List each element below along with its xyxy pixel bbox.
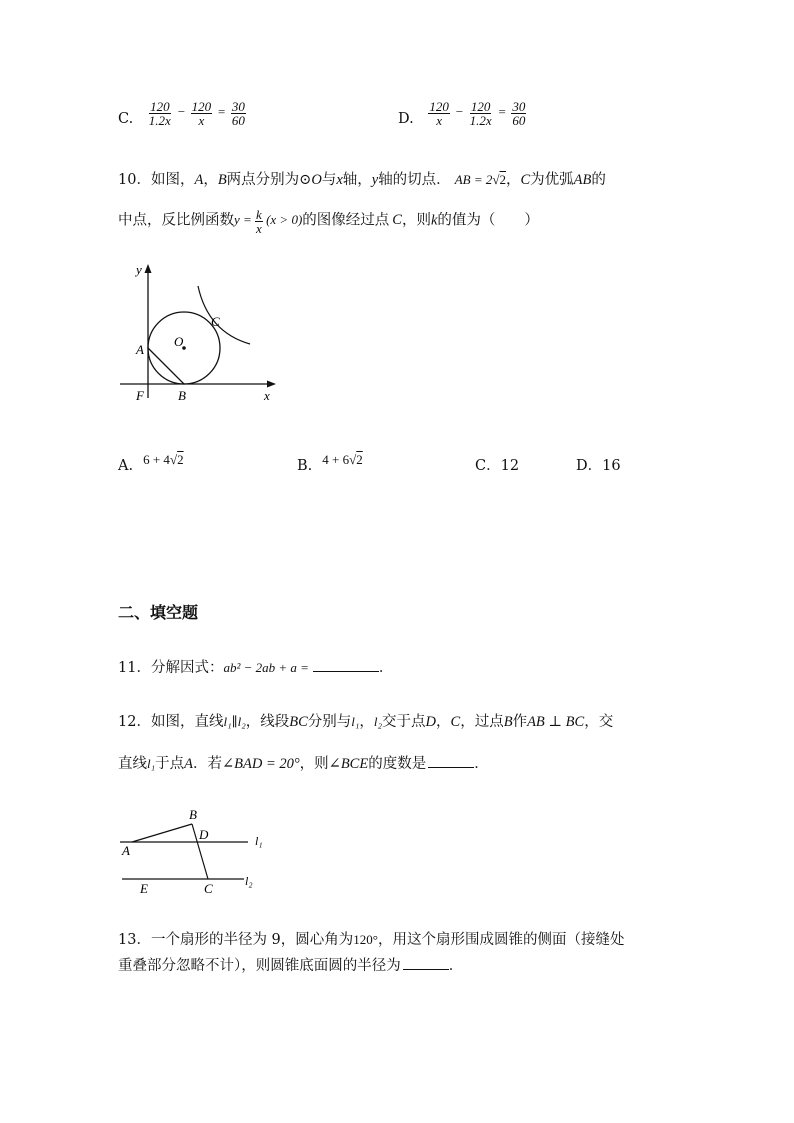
label-b: B bbox=[178, 388, 186, 403]
label-a: A bbox=[136, 342, 144, 357]
fraction: $\frac{120}{x}$ bbox=[191, 99, 212, 128]
label-c: C bbox=[204, 881, 213, 896]
fraction: $\frac{30}{60}$ bbox=[231, 99, 245, 128]
label-c: C bbox=[211, 314, 220, 329]
segment-ab bbox=[132, 824, 192, 842]
q11-expression: ab² − 2ab + a = bbox=[223, 660, 309, 675]
q9-option-c: C. $\frac{120}{1.2x}$ − $\frac{120}{x}$ = $\frac{30}{60}$ bbox=[118, 99, 245, 128]
label-b: B bbox=[189, 807, 197, 822]
label-x: x bbox=[264, 388, 270, 403]
arc-ab: AB bbox=[573, 172, 592, 188]
q10-figure bbox=[110, 258, 285, 408]
label-o: O bbox=[174, 334, 184, 349]
label-l2: l₂ bbox=[245, 874, 253, 888]
q11: 11．分解因式：ab² − 2ab + a = ． bbox=[118, 660, 394, 676]
label-d: D bbox=[199, 827, 209, 842]
q10-option-c: C．12 bbox=[475, 458, 520, 474]
q10-line-1: 10．如图，A，B两点分别为⊙O与x轴，y轴的切点． AB = 2√2，C为优弧AB的 bbox=[118, 172, 606, 188]
q12-figure bbox=[112, 805, 272, 897]
q9-option-d: D. $\frac{120}{x}$ − $\frac{120}{1.2x}$ = $\frac{30}{60}$ bbox=[398, 99, 526, 128]
ab-length: AB = 2 bbox=[454, 172, 493, 187]
fraction: $\frac{120}{1.2x}$ bbox=[148, 99, 171, 128]
label-a: A bbox=[122, 843, 130, 858]
q12-line-2: 直线l₁于点A．若∠BAD = 20°，则∠BCE的度数是 ． bbox=[118, 756, 489, 772]
hyperbola-curve bbox=[198, 286, 250, 344]
q13-line-2: 重叠部分忽略不计），则圆锥底面圆的半径为 ． bbox=[118, 958, 464, 974]
circle-symbol: ⊙ bbox=[299, 172, 312, 188]
q10-line-2: 中点，反比例函数y = $\frac{k}{x}$ (x > 0)的图像经过点 C，则k的值为（ ） bbox=[118, 207, 539, 236]
answer-blank[interactable] bbox=[313, 659, 379, 672]
q9-option-c-label: C. bbox=[118, 111, 134, 127]
fraction: $\frac{120}{1.2x}$ bbox=[469, 99, 492, 128]
q9-option-d-label: D. bbox=[398, 111, 414, 127]
label-f: F bbox=[136, 388, 144, 403]
label-e: E bbox=[140, 881, 148, 896]
x-axis-arrow bbox=[267, 381, 276, 388]
q13-line-1: 13．一个扇形的半径为 9，圆心角为120°，用这个扇形围成圆锥的侧面（接缝处 bbox=[118, 932, 625, 948]
label-y: y bbox=[136, 262, 142, 277]
label-l1: l₁ bbox=[255, 834, 263, 848]
y-axis-arrow bbox=[145, 264, 152, 273]
q12-line-1: 12．如图，直线l₁∥l₂，线段BC分别与l₁，l₂交于点D，C，过点B作AB ⊥ BC，交 bbox=[118, 714, 614, 730]
fraction: $\frac{30}{60}$ bbox=[512, 99, 526, 128]
fraction: $\frac{120}{x}$ bbox=[429, 99, 449, 128]
function-expression: y = $\frac{k}{x}$ (x > 0) bbox=[234, 207, 303, 236]
q10-option-d: D．16 bbox=[576, 458, 621, 474]
section-title: 二、填空题 bbox=[118, 603, 199, 622]
q10-option-a: A. 6 + 4√2 bbox=[118, 452, 184, 474]
q10-option-b: B. 4 + 6√2 bbox=[297, 452, 363, 474]
answer-blank[interactable] bbox=[428, 755, 474, 768]
answer-blank[interactable] bbox=[403, 957, 449, 970]
